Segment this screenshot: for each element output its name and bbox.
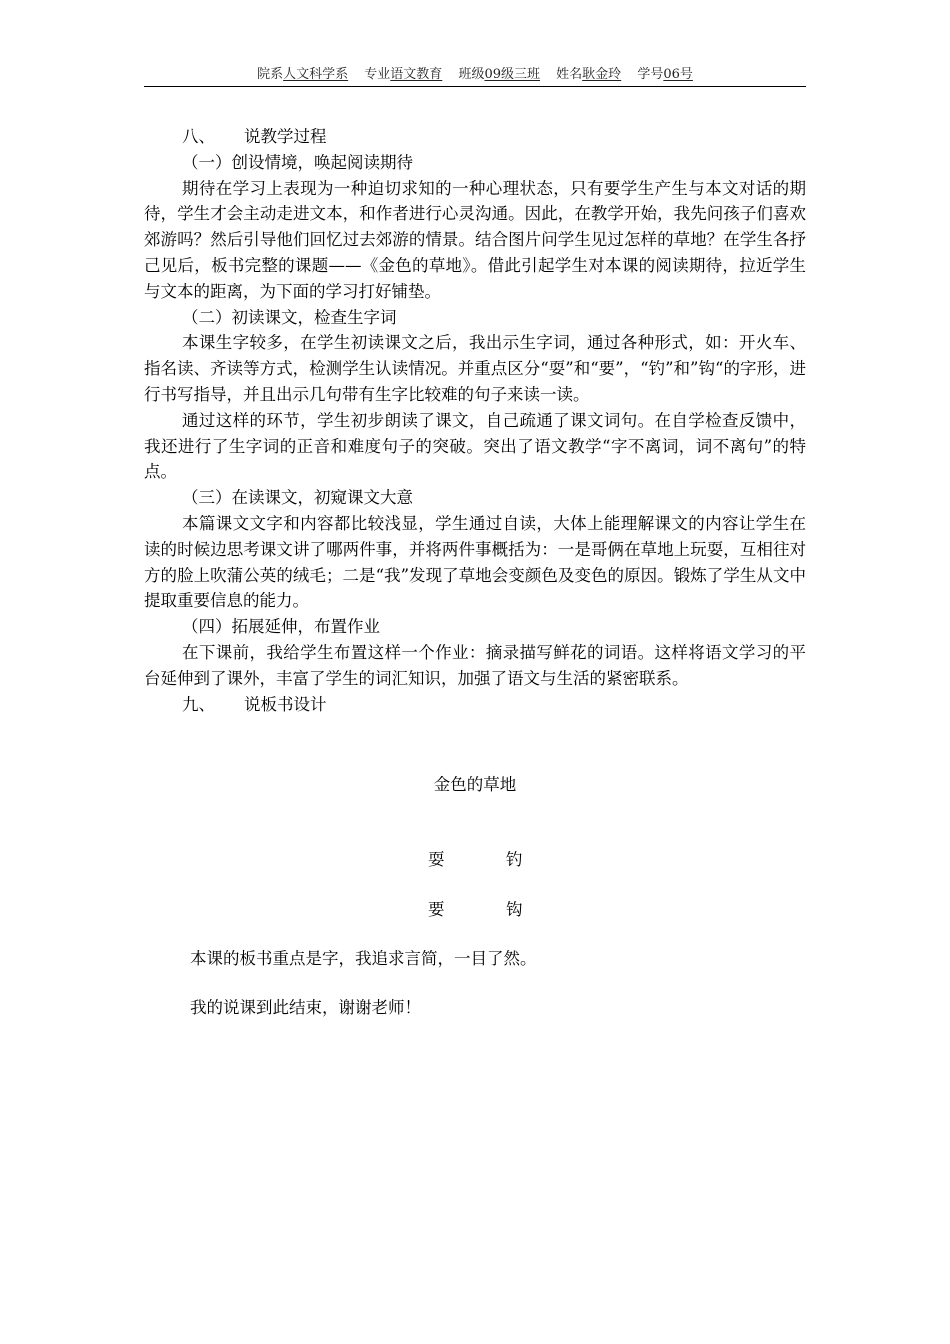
step-1-heading: （一）创设情境，唤起阅读期待 [182, 152, 413, 172]
board-char-row1-left: 耍 [428, 850, 445, 869]
board-char-row2-right: 钩 [506, 900, 523, 919]
student-id-label: 学号 [637, 67, 664, 82]
major-label: 专业 [364, 67, 391, 82]
section-number: 八、 [182, 127, 215, 146]
step-2-heading: （二）初读课文，检查生字词 [182, 307, 397, 327]
step-1-paragraph: 期待在学习上表现为一种迫切求知的一种心理状态，只有要学生产生与本文对话的期待，学生才会主动走进文本，和作者进行心灵沟通。因此，在教学开始，我先问孩子们喜欢郊游吗？然后引导他们回忆过去郊游的情景。结合图片问学生见过怎样的草地？在学生各抒己见后，板书完整的课题——《金色的草地》。借此引起学生对本课的阅读期待，拉近学生与文本的距离，为下面的学习打好铺垫。 [144, 178, 806, 301]
section-title: 说板书设计 [244, 694, 327, 714]
closing-line-2: 我的说课到此结束，谢谢老师！ [190, 998, 421, 1017]
page-header [144, 64, 806, 87]
document-body [144, 124, 806, 717]
section-number: 九、 [182, 694, 215, 714]
step-3-paragraph: 本篇课文文字和内容都比较浅显，学生通过自读，大体上能理解课文的内容让学生在读的时候边思考课文讲了哪两件事，并将两件事概括为：一是哥俩在草地上玩耍，互相往对方的脸上吹蒲公英的绒毛；二是“我”发现了草地会变颜色及变色的原因。锻炼了学生从文中提取重要信息的能力。 [144, 513, 806, 611]
dept-value: 人文科学系 [283, 67, 349, 82]
board-char-row1-right: 钓 [506, 850, 523, 869]
major-value: 语文教育 [390, 67, 443, 82]
name-label: 姓名 [556, 67, 583, 82]
closing-line-1: 本课的板书重点是字，我追求言简，一目了然。 [190, 949, 537, 968]
step-4-paragraph: 在下课前，我给学生布置这样一个作业：摘录描写鲜花的词语。这样将语文学习的平台延伸到了课外，丰富了学生的词汇知识，加强了语文与生活的紧密联系。 [144, 642, 806, 688]
class-label: 班级 [458, 67, 485, 82]
section-heading-8 [144, 124, 806, 150]
step-4-heading: （四）拓展延伸，布置作业 [182, 617, 380, 637]
board-title: 金色的草地 [433, 775, 517, 794]
step-2-paragraph-1: 本课生字较多，在学生初读课文之后，我出示生字词，通过各种形式，如：开火车、指名读、齐读等方式，检测学生认读情况。并重点区分“耍”和“要”，“钓”和”钩“的字形，进行书写指导，并且出示几句带有生字比较难的句子来读一读。 [144, 333, 806, 404]
section-heading-9 [144, 692, 806, 718]
step-3-heading: （三）在读课文，初窥课文大意 [182, 488, 413, 508]
board-char-row2-left: 要 [428, 900, 445, 919]
dept-label: 院系 [257, 67, 284, 82]
section-title: 说教学过程 [244, 127, 327, 146]
name-value: 耿金玲 [582, 67, 622, 82]
class-value: 09级三班 [484, 67, 541, 82]
student-id-value: 06号 [663, 67, 693, 82]
step-2-paragraph-2: 通过这样的环节，学生初步朗读了课文，自己疏通了课文词句。在自学检查反馈中，我还进行了生字词的正音和难度句子的突破。突出了语文教学“字不离词，词不离句”的特点。 [144, 410, 806, 482]
